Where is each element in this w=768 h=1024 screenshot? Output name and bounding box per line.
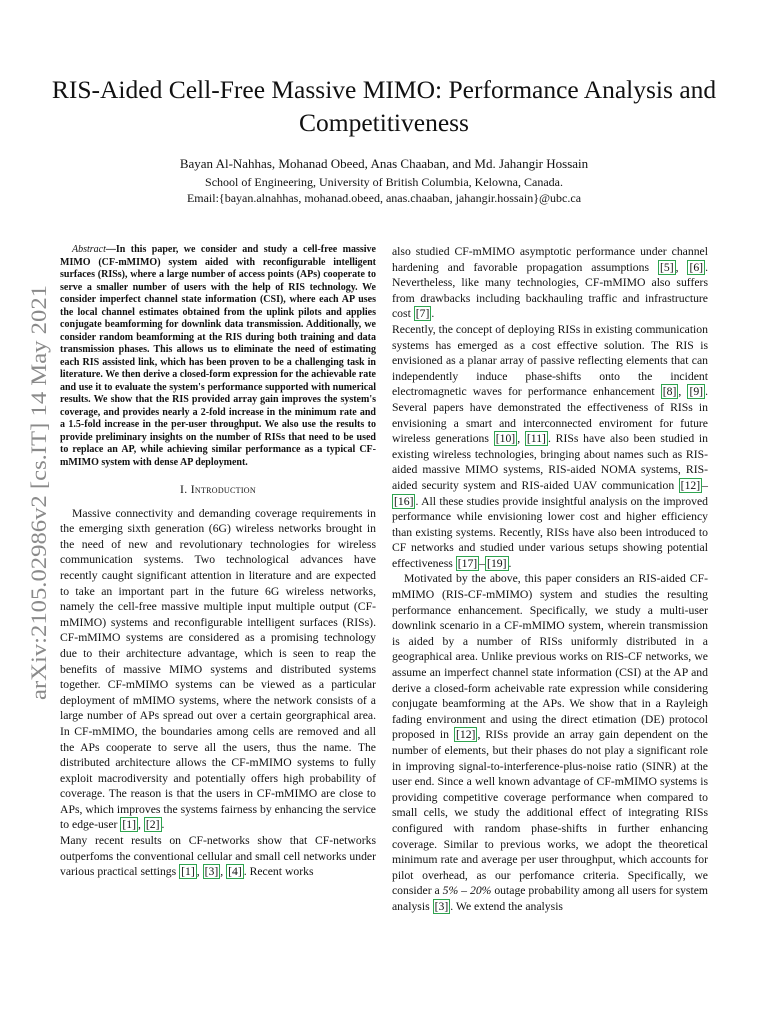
- citation-link[interactable]: [6]: [689, 260, 704, 274]
- arxiv-stamp-text: arXiv:2105.02986v2 [cs.IT] 14 May 2021: [26, 321, 51, 700]
- arxiv-stamp: [14, 280, 54, 700]
- paragraph-text: , RISs provide an array gain dependent on the number of elements, but their phases do not play a significant role in improving signal-to-interference-plus-noise ratio (SINR) at the user end. Since a well known advantage of CF-mMIMO systems is providing competitive coverage performance when compared to small cells, we study the additional effect of integrating RISs configured with random phase-shifts in further enhancing coverage. Similar to previous works, we adopt the theoretical minimum rate and average per user throughput, which accounts for pilot overhead, as our perfomance criteria. Specifically, we consider a: [392, 728, 708, 898]
- paragraph-text: outage probability among all users for system analysis: [392, 884, 709, 913]
- paragraph-text: . All these studies provide insightful analysis on the improved performance while envisioning lower cost and higher efficiency than existing systems. Recently, RISs have also been introduced to CF networks and studied under various setups showing potential effectiveness: [392, 494, 708, 570]
- intro-paragraph-3: [392, 244, 708, 322]
- citation-link[interactable]: [11]: [526, 432, 546, 446]
- section-heading: [60, 482, 376, 498]
- citation-link[interactable]: [12]: [455, 728, 476, 742]
- intro-paragraph-5: [392, 571, 708, 914]
- section-number: I.: [180, 483, 188, 496]
- section-title: Introduction: [190, 483, 256, 496]
- paragraph-text: . RISs have also been studied in existing wireless technologies, bringing about names such as RIS-aided massive MIMO systems, RIS-aided NOMA systems, RIS-aided security system and RIS-aided UAV communication: [392, 432, 709, 492]
- citation-link[interactable]: [9]: [689, 385, 704, 399]
- abstract-label: Abstract: [72, 244, 106, 255]
- citation-link[interactable]: [17]: [457, 556, 478, 570]
- citation-link[interactable]: [1]: [122, 818, 137, 832]
- citation-link[interactable]: [5]: [659, 260, 674, 274]
- intro-paragraph-2: [60, 833, 376, 880]
- paragraph-end: .: [431, 307, 435, 321]
- citation-separator: ,: [517, 432, 525, 446]
- citation-separator: ,: [220, 865, 227, 879]
- citation-range-dash: –: [702, 478, 708, 492]
- paragraph-end: .: [508, 556, 512, 570]
- paragraph-end: .: [161, 818, 165, 832]
- citation-separator: ,: [675, 260, 688, 274]
- citation-separator: ,: [196, 865, 203, 879]
- paragraph-text: Motivated by the above, this paper considers an RIS-aided CF-mMIMO (RIS-CF-mMIMO) system and studies the resulting performance enhancement. Specifically, we study a multi-user downlink scenario in a CF-mMIMO system, wherein transmission is aided by a number of RISs uniformly distributed in a geographical area. Unlike previous works on RIS-CF networks, we assume an imperfect channel state information (CSI) at the AP and derive a closed-form acheivable rate expression while considering conjugate beamforming at the APs. We show that in a Rayleigh fading environment and using the direct etimation (DE) protocol proposed in: [392, 572, 708, 742]
- paragraph-text: Many recent results on CF-networks show that CF-networks outperfoms the conventional cellular and small cell networks under various practical settings: [60, 834, 376, 879]
- paper-title: RIS-Aided Cell-Free Massive MIMO: Performance Analysis and Competitiveness: [51, 75, 717, 137]
- citation-link[interactable]: [12]: [680, 478, 701, 492]
- intro-paragraph-1: [60, 506, 376, 833]
- range-dash: –: [458, 884, 470, 898]
- email-line: Email:{bayan.alnahhas, mohanad.obeed, anas.chaaban, jahangir.hossain}@ubc.ca: [186, 191, 582, 205]
- abstract-dash: —: [105, 244, 116, 255]
- paragraph-text: Recently, the concept of deploying RISs in existing communication systems has emerged as a cost effective solution. The RIS is envisioned as a planar array of passive reflecting elements that can independently induce phase-shifts onto the incident electromagnetic waves for performance enhancement: [392, 322, 708, 399]
- paragraph-text: Massive connectivity and demanding coverage requirements in the emerging sixth generation (6G) wireless networks brought in the need of new and revolutionary technologies for wireless communication systems. Two technological advances have recently caught significant attention in literature and are expected to take an important part in the future 6G wireless networks, namely the cell-free massive multiple input multiple output (CF-mMIMO) systems and reconfigurable intelligent surfaces (RISs). CF-mMIMO systems are considered as a promising technology due to their architecture advantage, which is seen to reap the benefits of massive MIMO systems and distributed systems together. CF-mMIMO systems can be viewed as a particular deployment of mMIMO systems, where the network consists of a large number of APs spread out over a certain georgraphical area. In CF-mMIMO, the boundaries among cells are removed and all the APs cooperate to serve all the users, thus the name. The distributed architecture allows the CF-mMIMO systems to fully exploit macrodiversity and potentially offers high probability of coverage. The reason is that the users in CF-mMIMO are close to APs, which improves the systems fairness by enhancing the service to edge-user: [60, 506, 376, 832]
- citation-link[interactable]: [8]: [662, 385, 677, 399]
- citation-separator: ,: [678, 385, 688, 399]
- paragraph-end: . We extend the analysis: [450, 899, 563, 913]
- right-column: [392, 244, 708, 915]
- arxiv-stamp-svg: [14, 280, 54, 700]
- author-list: Bayan Al-Nahhas, Mohanad Obeed, Anas Chaaban, and Md. Jahangir Hossain: [179, 156, 589, 171]
- math-inline: 20%: [469, 884, 492, 898]
- citation-link[interactable]: [16]: [394, 494, 414, 508]
- citation-range-dash: –: [479, 556, 486, 570]
- citation-link[interactable]: [19]: [487, 556, 507, 570]
- abstract-text: In this paper, we consider and study a cell-free massive MIMO (CF-mMIMO) system aided with reconfigurable intelligent surfaces (RISs), where a large number of access points (APs) cooperate to serve a smaller number of users with the help of RIS technology. We consider imperfect channel state information (CSI), where each AP uses the local channel estimates obtained from the uplink pilots and applies conjugate beamforming for downlink data transmission. Additionally, we consider random beamforming at the RIS during both training and data transmission phases. This allows us to eliminate the need of estimating each RIS assisted link, which has been proven to be a challenging task in literature. We then derive a closed-form expression for the achievable rate and use it to evaluate the system's performance supported with numerical results. We show that the RIS provided array gain improves the system's coverage, and provides nearly a 2-fold increase in the minimum rate and a 1.5-fold increase in the per-user throughput. We also use the results to provide preliminary insights on the number of RISs that need to be used to replace an AP, while achieving similar performance as a typical CF-mMIMO system with dense AP deployment.: [60, 244, 376, 468]
- citation-link[interactable]: [2]: [145, 818, 160, 832]
- citation-link[interactable]: [3]: [434, 899, 449, 913]
- citation-separator: ,: [138, 818, 144, 832]
- math-inline: 5%: [442, 884, 459, 898]
- citation-link[interactable]: [3]: [204, 865, 219, 879]
- left-column: [60, 244, 376, 880]
- abstract: [60, 244, 376, 469]
- affiliation-block: [40, 174, 728, 206]
- affiliation: School of Engineering, University of British Columbia, Kelowna, Canada.: [205, 175, 563, 189]
- paragraph-text: . Several papers have demonstrated the effectiveness of RISs in envisioning a smart and interconnected enviroment for future wireless generations: [392, 385, 708, 446]
- citation-link[interactable]: [7]: [415, 307, 430, 321]
- paragraph-text: also studied CF-mMIMO asymptotic performance under channel hardening and favorable propagation assumptions: [392, 245, 708, 274]
- intro-paragraph-4: [392, 322, 708, 572]
- citation-link[interactable]: [4]: [228, 865, 242, 879]
- paragraph-text: . Nevertheless, like many technologies, CF-mMIMO also suffers from drawbacks including backhauling traffic and infrastructure cost: [392, 260, 708, 321]
- citation-link[interactable]: [1]: [181, 865, 195, 879]
- paragraph-end: . Recent works: [243, 865, 314, 879]
- citation-link[interactable]: [10]: [495, 432, 516, 446]
